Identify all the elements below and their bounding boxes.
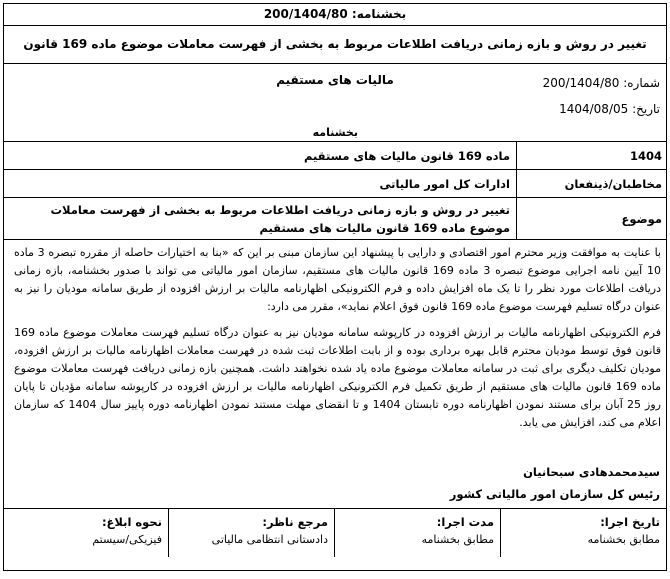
signatory-name: سیدمحمدهادی سبحانیان [523, 465, 660, 479]
number-line: شماره: 200/1404/80 [542, 76, 660, 90]
info-row-label: مخاطبان/ذینفعان [516, 170, 666, 197]
info-row-label: موضوع [516, 198, 666, 239]
footer-cell-exec-date [500, 509, 666, 557]
footer-value: دادستانی انتظامی مالیاتی [211, 533, 328, 546]
date-line: تاریخ: 1404/08/05 [559, 102, 660, 116]
footer-value: مطابق بخشنامه [421, 533, 494, 546]
footer-value: مطابق بخشنامه [587, 533, 660, 546]
info-row-value: ماده 169 قانون مالیات های مستقیم [303, 148, 510, 163]
circular-title-header: تغییر در روش و بازه زمانی دریافت اطلاعات مربوط به بخشی از فهرست معاملات موضوع ماده 169 قانون مالیات های مستقیم [4, 26, 666, 64]
signatory-title: رئیس کل سازمان امور مالیاتی کشور [449, 487, 660, 501]
body-paragraph-intro: با عنایت به موافقت وزیر محترم امور اقتصادی و دارایی با پیشنهاد این سازمان مبنی بر این که «بنا به اختیارات حاصله از مقرره تبصره 3 ماده 10 آیین نامه اجرایی موضوع تبصره 3 ماده 169 قانون مالیات های مستقیم، سازمان امور مالیاتی می تواند با صدور بخشنامه، بازه زمانی دریافت اطلاعات مورد نظر را تا یک ماه افزایش داده و فرم الکترونیکی اظهارنامه مالیات بر ارزش افزوده از طریق سامانه مودیان را نیز به عنوان درگاه تسلیم فهرست موضوع ماده 169 قانون فوق اعلام نماید»، مقرر می دارد: [14, 246, 661, 313]
meta-block [4, 64, 666, 142]
footer-cell-supervisor [168, 509, 334, 557]
info-row-audience [4, 170, 666, 198]
circular-number-header: بخشنامه: 200/1404/80 [4, 4, 666, 26]
info-row-value: تغییر در روش و بازه زمانی دریافت اطلاعات مربوط به بخشی از فهرست معاملات موضوع ماده 169 قانون مالیات های مستقیم [50, 202, 510, 235]
circular-body [4, 240, 666, 439]
circular-document [3, 3, 667, 571]
footer-table [4, 509, 666, 557]
info-row-value: ادارات کل امور مالیاتی [379, 176, 510, 191]
footer-label: تاریخ اجرا: [600, 515, 660, 529]
footer-label: مدت اجرا: [436, 515, 494, 529]
info-row-year [4, 142, 666, 170]
info-row-label: 1404 [516, 142, 666, 169]
info-row-subject [4, 198, 666, 240]
body-paragraph-main: فرم الکترونیکی اظهارنامه مالیات بر ارزش افزوده در کارپوشه سامانه مودیان نیز به عنوان درگاه تسلیم فهرست معاملات موضوع ماده 169 قانون فوق توسط مودیان محترم قابل بهره برداری بوده و از بابت اطلاعات ثبت شده در فهرست معاملات اظهارنامه مالیات بر ارزش افزوده، مودیان تکلیف دیگری برای ثبت در سامانه معاملات موضوع ماده یاد شده نخواهند داشت. همچنین بازه زمانی دریافت فهرست معاملات موضوع ماده 169 قانون مالیات های مستقیم از طریق تکمیل فرم الکترونیکی اظهارنامه مالیات بر ارزش افزوده در کارپوشه سامانه مؤدیان تا پایان روز 25 آبان برای مستند نمودن اظهارنامه دوره تابستان 1404 و تا انقضای مهلت مستند نمودن اظهارنامه دوره پاییز سال 1404 که سازمان اعلام می کند، افزایش می یابد. [14, 326, 661, 429]
footer-label: نحوه ابلاغ: [101, 515, 162, 529]
signature-block [4, 439, 666, 509]
footer-label: مرجع ناظر: [262, 515, 328, 529]
footer-cell-duration [334, 509, 500, 557]
doc-type-label: بخشنامه [312, 126, 358, 139]
footer-cell-notification [4, 509, 168, 557]
footer-value: فیزیکی/سیستم [92, 533, 162, 546]
